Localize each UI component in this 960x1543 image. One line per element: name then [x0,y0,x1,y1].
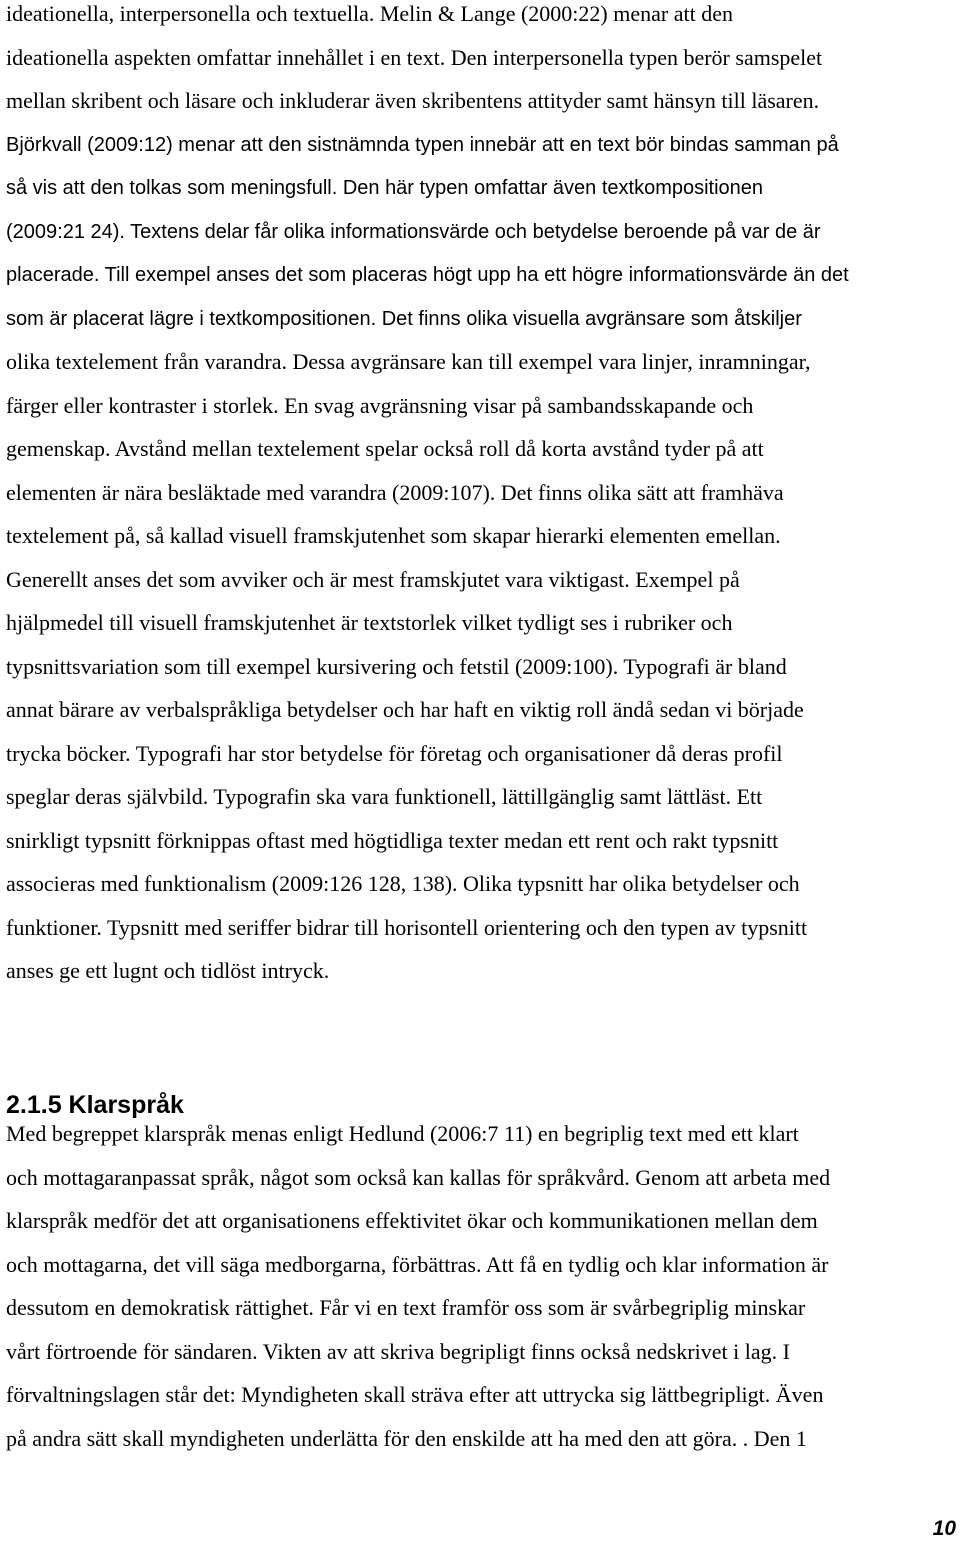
section-heading: 2.1.5 Klarspråk [6,1090,184,1119]
text-line: funktioner. Typsnitt med seriffer bidrar till horisontell orientering och den typen av typsnitt [6,914,808,940]
text-line: Med begreppet klarspråk menas enligt Hedlund (2006:7 11) en begriplig text med ett klart [6,1121,799,1146]
text-line: annat bärare av verbalspråkliga betydelser och har haft en viktig roll ändå sedan vi började [6,697,804,722]
text-line: olika textelement från varandra. Dessa avgränsare kan till exempel vara linjer, inramningar, [6,349,811,374]
page-number: 10 [932,1517,956,1540]
text-line: typsnittsvariation som till exempel kursivering och fetstil (2009:100). Typografi är bland [6,653,787,679]
text-line: trycka böcker. Typografi har stor betydelse för företag och organisationer då deras profil [6,740,783,766]
text-line: hjälpmedel till visuell framskjutenhet är textstorlek vilket tydligt ses i rubriker och [6,610,733,635]
text-line: förvaltningslagen står det: Myndigheten skall sträva efter att uttrycka sig lättbegripligt. Även [6,1382,824,1407]
text-line: så vis att den tolkas som meningsfull. Den här typen omfattar även textkompositionen [6,177,764,199]
text-line: och mottagaranpassat språk, något som också kan kallas för språkvård. Genom att arbeta med [6,1164,831,1190]
text-line: (2009:21 24). Textens delar får olika informationsvärde och betydelse beroende på var de är [6,220,821,243]
text-line: ideationella, interpersonella och textuella. Melin & Lange (2000:22) menar att den [6,1,733,26]
text-line: på andra sätt skall myndigheten underlätta för den enskilde att ha med den att göra. . Den 1 [6,1425,807,1451]
text-line: mellan skribent och läsare och inkluderar även skribentens attityder samt hänsyn till läsaren. [6,88,820,113]
text-line: speglar deras självbild. Typografin ska vara funktionell, lättillgänglig samt lättläst. Ett [6,784,763,809]
text-line: ideationella aspekten omfattar innehållet i en text. Den interpersonella typen berör samspelet [6,44,823,70]
text-line: dessutom en demokratisk rättighet. Får vi en text framför oss som är svårbegriplig minskar [6,1295,806,1320]
text-line: Björkvall (2009:12) menar att den sistnämnda typen innebär att en text bör bindas samman på [6,133,839,156]
text-line: vårt förtroende för sändaren. Vikten av att skriva begripligt finns också nedskrivet i lag. I [6,1338,790,1364]
text-line: snirkligt typsnitt förknippas oftast med högtidliga texter medan ett rent och rakt typsnitt [6,827,779,853]
text-line: placerade. Till exempel anses det som placeras högt upp ha ett högre informationsvärde än det [6,264,849,286]
text-line: associeras med funktionalism (2009:126 128, 138). Olika typsnitt har olika betydelser och [6,871,800,896]
text-line: klarspråk medför det att organisationens effektivitet ökar och kommunikationen mellan dem [6,1208,818,1233]
text-line: textelement på, så kallad visuell framskjutenhet som skapar hierarki elementen emellan. [6,523,781,548]
text-line: färger eller kontraster i storlek. En svag avgränsning visar på sambandsskapande och [6,392,754,418]
text-line: och mottagarna, det vill säga medborgarna, förbättras. Att få en tydlig och klar information är [6,1251,829,1277]
text-line: elementen är nära besläktade med varandra (2009:107). Det finns olika sätt att framhäva [6,479,784,505]
text-line: som är placerat lägre i textkompositionen. Det finns olika visuella avgränsare som åtskiljer [6,307,802,330]
text-line: Generellt anses det som avviker och är mest framskjutet vara viktigast. Exempel på [6,566,740,592]
text-line: gemenskap. Avstånd mellan textelement spelar också roll då korta avstånd tyder på att [6,436,764,461]
text-line: anses ge ett lugnt och tidlöst intryck. [6,958,330,983]
